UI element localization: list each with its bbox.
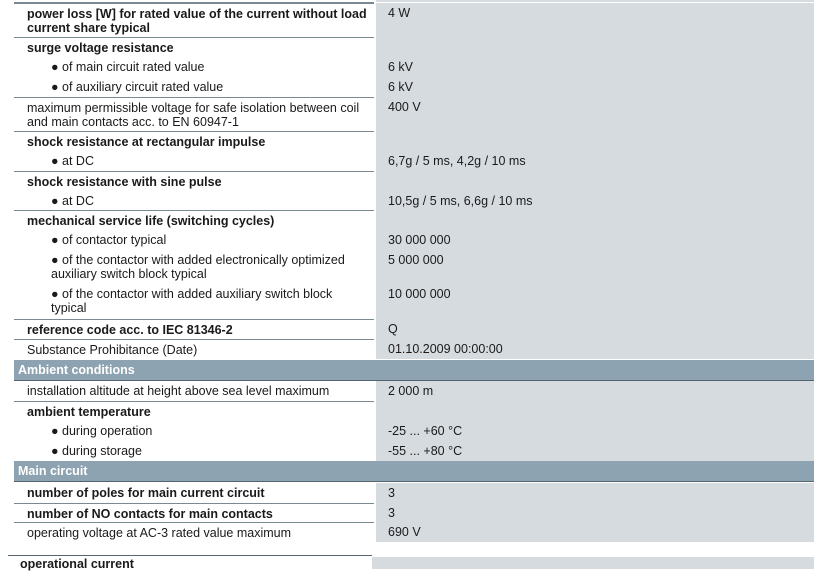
row-label: ● during operation <box>51 424 153 438</box>
row-label: power loss [W] for rated value of the current without load current share typical <box>14 3 374 37</box>
row-value: 10,5g / 5 ms, 6,6g / 10 ms <box>376 191 814 210</box>
row-label: operating voltage at AC-3 rated value maximum <box>14 522 374 542</box>
row-value: 3 <box>376 483 814 503</box>
row-label: ambient temperature <box>14 401 374 421</box>
row-label: ● of auxiliary circuit rated value <box>51 80 224 94</box>
row-value: 30 000 000 <box>376 230 814 250</box>
row-value: 2 000 m <box>376 381 814 401</box>
row-value: Q <box>376 319 814 339</box>
row-label: surge voltage resistance <box>14 37 374 57</box>
row-value <box>376 401 814 421</box>
next-page-row-label: operational current <box>20 557 134 571</box>
row-value: 3 <box>376 503 814 522</box>
row-value <box>376 131 814 151</box>
row-value <box>376 210 814 230</box>
previous-row-value-strip <box>376 0 814 2</box>
row-label: ● of contactor typical <box>51 233 167 247</box>
row-value: 6 kV <box>376 77 814 97</box>
row-value: 6 kV <box>376 57 814 77</box>
row-label: mechanical service life (switching cycles) <box>14 210 374 230</box>
row-label: number of NO contacts for main contacts <box>14 503 374 522</box>
row-value: -55 ... +80 °C <box>376 441 814 461</box>
row-value: -25 ... +60 °C <box>376 421 814 441</box>
section-header-ambient-conditions: Ambient conditions <box>14 360 814 381</box>
row-label: shock resistance at rectangular impulse <box>14 131 374 151</box>
row-label: maximum permissible voltage for safe isolation between coil and main contacts acc. to EN 60947-1 <box>14 97 374 131</box>
next-page-row-value-strip <box>372 557 814 569</box>
row-label: Substance Prohibitance (Date) <box>14 339 374 359</box>
row-value: 400 V <box>376 97 814 131</box>
row-label: shock resistance with sine pulse <box>14 171 374 191</box>
row-value <box>376 37 814 57</box>
row-value: 01.10.2009 00:00:00 <box>376 339 814 359</box>
row-label: ● of main circuit rated value <box>51 60 205 74</box>
row-label: ● of the contactor with added auxiliary switch block typical <box>51 287 333 315</box>
row-label: ● during storage <box>51 444 142 458</box>
row-value <box>376 171 814 191</box>
row-label: installation altitude at height above sea level maximum <box>27 384 330 398</box>
row-label: ● at DC <box>51 154 94 168</box>
row-value: 4 W <box>376 3 814 37</box>
row-value: 6,7g / 5 ms, 4,2g / 10 ms <box>376 151 814 171</box>
row-value: 10 000 000 <box>376 284 814 319</box>
row-label: number of poles for main current circuit <box>27 486 265 500</box>
row-label: ● at DC <box>51 194 94 208</box>
row-value: 5 000 000 <box>376 250 814 284</box>
row-label: ● of the contactor with added electronically optimized auxiliary switch block typical <box>51 253 345 281</box>
section-header-main-circuit: Main circuit <box>14 461 814 482</box>
row-label: reference code acc. to IEC 81346-2 <box>14 319 374 339</box>
row-divider <box>8 555 372 556</box>
row-value: 690 V <box>376 522 814 542</box>
